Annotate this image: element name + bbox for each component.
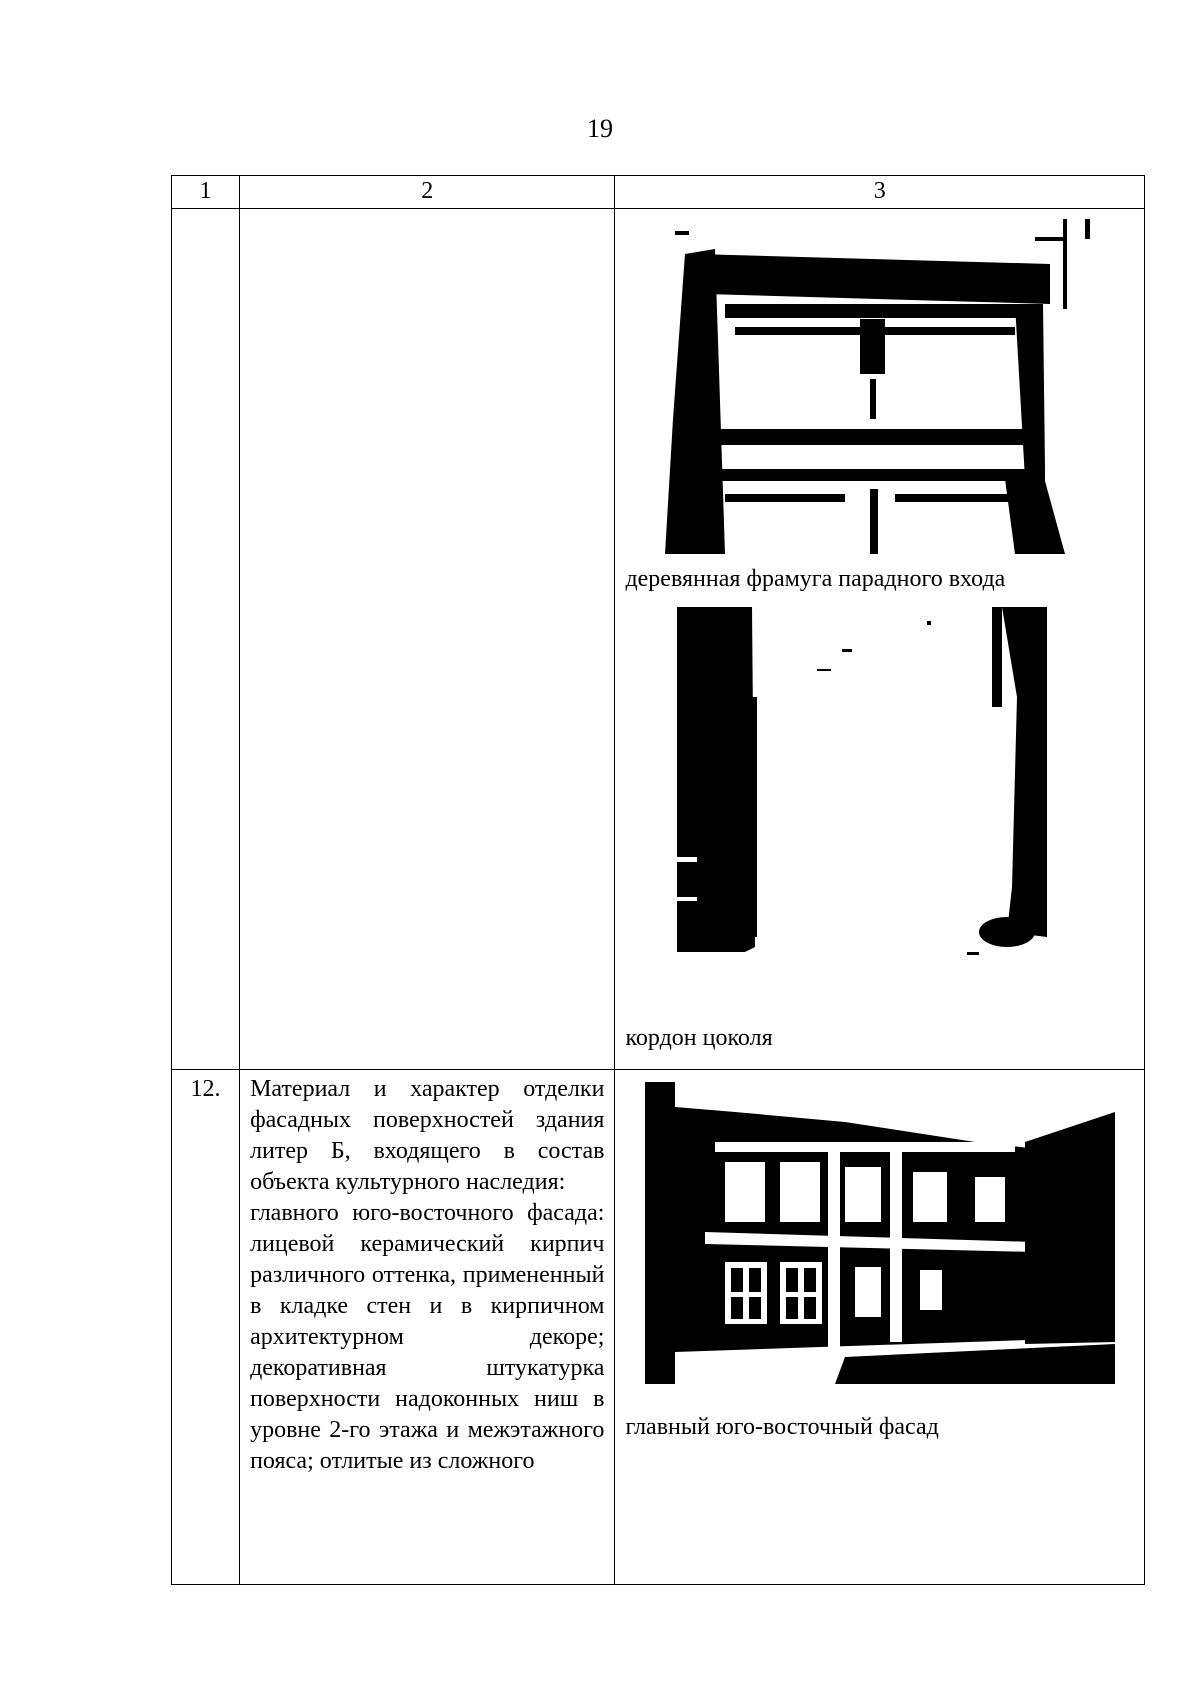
photos-cell	[615, 209, 1145, 1070]
row-number-cell: 12.	[172, 1070, 240, 1585]
description-paragraph-1: Материал и характер отделки фасадных поверхностей здания литер Б, входящего в состав объекта культурного наследия:	[250, 1076, 605, 1195]
description-cell	[240, 1070, 615, 1585]
table-row-12	[172, 1070, 1145, 1585]
page-number: 19	[587, 114, 613, 143]
column-header-3: 3	[615, 176, 1145, 209]
table-header-row	[172, 176, 1145, 209]
facade-photo	[625, 1082, 1134, 1384]
facade-photo-caption: главный юго-восточный фасад	[625, 1414, 939, 1440]
description-cell-empty	[240, 209, 615, 1070]
transom-photo-caption: деревянная фрамуга парадного входа	[625, 566, 1006, 592]
plinth-cordon-photo	[625, 607, 1134, 957]
facade-photo-cell	[615, 1070, 1145, 1585]
description-paragraph-2: главного юго-восточного фасада: лицевой керамический кирпич различного оттенка, примененный в кладке стен и в кирпичном архитектурном декоре; декоративная штукатурка поверхности надоконных ниш в уровне 2-го этажа и межэтажного пояса; отлитые из сложного	[250, 1200, 605, 1474]
row-number-cell-empty	[172, 209, 240, 1070]
column-header-1: 1	[172, 176, 240, 209]
plinth-cordon-photo-caption: кордон цоколя	[625, 1025, 773, 1051]
table-row-continued	[172, 209, 1145, 1070]
transom-photo	[625, 219, 1134, 554]
column-header-2: 2	[240, 176, 615, 209]
monument-features-table	[171, 175, 1145, 1585]
